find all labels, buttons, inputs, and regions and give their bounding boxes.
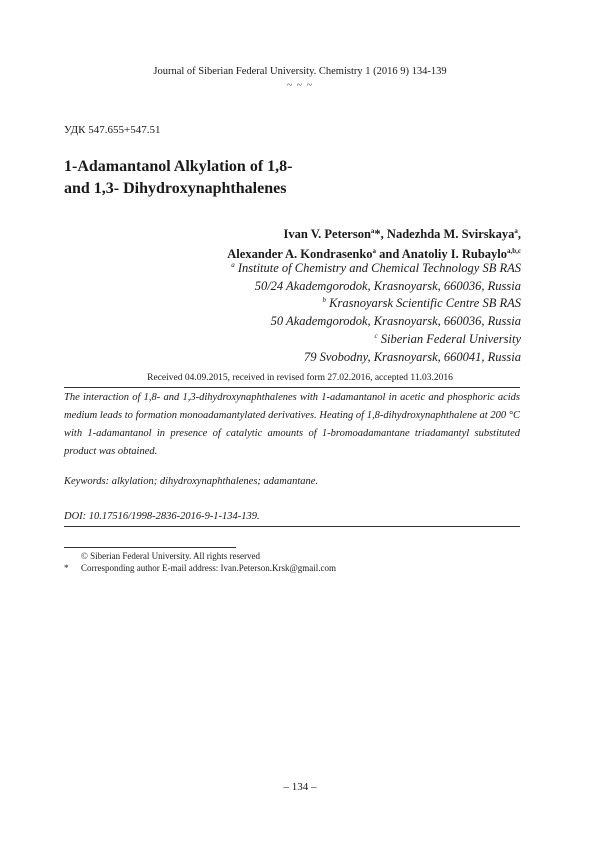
abstract-bottom-rule bbox=[64, 526, 520, 527]
author-name: Ivan V. Peterson bbox=[283, 227, 371, 241]
affiliation-mark: c bbox=[374, 331, 378, 340]
corresponding-footnote bbox=[64, 563, 336, 573]
paper-title-line-1: 1-Adamantanol Alkylation of 1,8- bbox=[64, 158, 293, 175]
paper-title-line-2: and 1,3- Dihydroxynaphthalenes bbox=[64, 180, 287, 197]
author-name: and Anatoliy I. Rubaylo bbox=[376, 247, 507, 261]
author-name: , Nadezhda M. Svirskaya bbox=[380, 227, 515, 241]
udc-code: УДК 547.655+547.51 bbox=[64, 124, 161, 136]
affiliation-line bbox=[231, 331, 521, 349]
page-number: – 134 – bbox=[283, 781, 317, 793]
copyright-footnote: © Siberian Federal University. All rights reserved bbox=[81, 551, 260, 561]
affiliation-text: 50/24 Akademgorodok, Krasnoyarsk, 660036, Russia bbox=[254, 278, 521, 293]
affiliation-text: Siberian Federal University bbox=[377, 331, 521, 346]
affiliation-text: 79 Svobodny, Krasnoyarsk, 660041, Russia bbox=[303, 349, 521, 364]
affiliation-mark: a,b,c bbox=[507, 246, 521, 255]
author-name: Alexander A. Kondrasenko bbox=[227, 247, 373, 261]
footnote-star: * bbox=[64, 563, 69, 573]
header-separator: ~ ~ ~ bbox=[286, 80, 314, 91]
journal-header: Journal of Siberian Federal University. Chemistry 1 (2016 9) 134-139 bbox=[153, 66, 447, 77]
affiliation-mark: a bbox=[370, 226, 375, 235]
affiliation-text: Krasnoyarsk Scientific Centre SB RAS bbox=[326, 296, 521, 311]
doi: DOI: 10.17516/1998-2836-2016-9-1-134-139. bbox=[64, 511, 260, 522]
affiliation-mark: a bbox=[372, 246, 377, 255]
corresponding-email-text: Corresponding author E-mail address: Ivan.Peterson.Krsk@gmail.com bbox=[81, 563, 336, 573]
author-line-1 bbox=[227, 224, 521, 244]
corresponding-mark: * bbox=[374, 227, 381, 241]
affiliation-line bbox=[231, 313, 521, 331]
author-list bbox=[227, 224, 521, 264]
affiliation-list bbox=[231, 260, 521, 366]
abstract-text: The interaction of 1,8- and 1,3-dihydroxynaphthalenes with 1-adamantanol in acetic and phosphoric acids medium leads to formation monoadamantylated derivatives. Heating of 1,8-dihydroxynaphthalene at 200 °C with 1-adamantanol in presence of catalytic amounts of 1-bromoadamantane triadamantyl substituted product was obtained. bbox=[64, 392, 520, 457]
affiliation-mark: a bbox=[514, 226, 518, 235]
affiliation-line bbox=[231, 260, 521, 278]
author-separator: , bbox=[517, 227, 521, 241]
affiliation-line bbox=[231, 295, 521, 313]
received-dates: Received 04.09.2015, received in revised form 27.02.2016, accepted 11.03.2016 bbox=[147, 373, 453, 383]
paper-title bbox=[64, 156, 364, 200]
footnote-rule bbox=[64, 547, 236, 548]
affiliation-line bbox=[231, 278, 521, 296]
affiliation-mark: a bbox=[231, 260, 235, 269]
abstract-top-rule bbox=[64, 387, 520, 388]
affiliation-text: 50 Akademgorodok, Krasnoyarsk, 660036, Russia bbox=[270, 314, 521, 329]
affiliation-text: Institute of Chemistry and Chemical Technology SB RAS bbox=[234, 261, 521, 275]
keywords: Keywords: alkylation; dihydroxynaphthalenes; adamantane. bbox=[64, 476, 319, 487]
affiliation-mark: b bbox=[322, 296, 326, 305]
affiliation-line bbox=[231, 349, 521, 367]
